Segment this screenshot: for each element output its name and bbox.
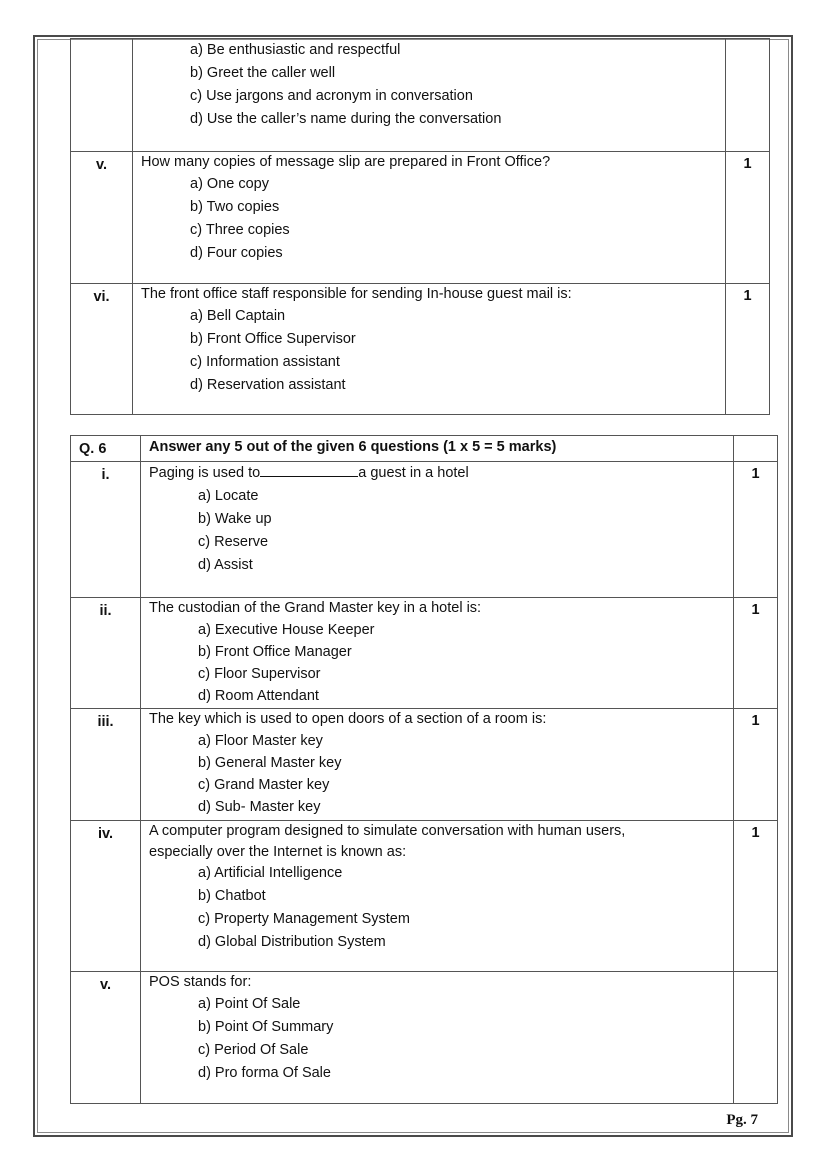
question-row — [71, 972, 778, 1104]
marks-cell: 1 — [734, 462, 778, 598]
answer-blank — [260, 462, 358, 477]
marks-cell — [734, 436, 778, 462]
question-cell — [141, 821, 734, 972]
question-cell — [133, 152, 726, 284]
option: d) Sub- Master key — [198, 799, 321, 815]
option: c) Period Of Sale — [198, 1042, 309, 1058]
marks-cell: 1 — [726, 152, 770, 284]
question-number: i. — [71, 462, 141, 598]
question-text: The front office staff responsible for sending In-house guest mail is: — [141, 286, 572, 302]
option: b) Point Of Summary — [198, 1019, 334, 1035]
question-number: vi. — [71, 284, 133, 415]
option: b) Wake up — [198, 511, 272, 527]
question-text — [149, 462, 729, 485]
marks-cell: 1 — [734, 709, 778, 821]
section-number: Q. 6 — [71, 436, 141, 462]
question-cell — [141, 598, 734, 709]
option: c) Grand Master key — [198, 777, 330, 793]
question-row — [71, 598, 778, 709]
question-number: v. — [71, 972, 141, 1104]
question-cell — [141, 709, 734, 821]
option: a) Bell Captain — [190, 308, 286, 324]
option: c) Reserve — [198, 534, 269, 550]
option: a) Be enthusiastic and respectful — [190, 42, 401, 58]
question-text-part: a guest in a hotel — [358, 465, 469, 481]
option: c) Use jargons and acronym in conversation — [190, 88, 473, 104]
question-row — [71, 284, 770, 415]
questions-table-q6 — [70, 435, 778, 1104]
option: b) General Master key — [198, 755, 342, 771]
option: b) Front Office Manager — [198, 644, 352, 660]
option: b) Chatbot — [198, 888, 266, 904]
option: a) Executive House Keeper — [198, 622, 375, 638]
questions-table-continued — [70, 38, 770, 415]
option: a) Point Of Sale — [198, 996, 301, 1012]
option: c) Three copies — [190, 222, 290, 238]
question-cell — [141, 462, 734, 598]
page-number: Pg. 7 — [726, 1112, 758, 1128]
question-cell — [133, 284, 726, 415]
option: a) Floor Master key — [198, 733, 323, 749]
marks-cell — [734, 972, 778, 1104]
question-row — [71, 821, 778, 972]
option: d) Global Distribution System — [198, 934, 386, 950]
question-row-continued — [71, 39, 770, 152]
marks-cell: 1 — [734, 598, 778, 709]
option: d) Use the caller’s name during the conversation — [190, 111, 502, 127]
option: c) Floor Supervisor — [198, 666, 321, 682]
question-number: v. — [71, 152, 133, 284]
option: d) Room Attendant — [198, 688, 319, 704]
option: a) Locate — [198, 488, 259, 504]
question-text: The custodian of the Grand Master key in a hotel is: — [149, 600, 482, 616]
question-text: A computer program designed to simulate conversation with human users, — [149, 823, 626, 839]
option: d) Assist — [198, 557, 253, 573]
question-row — [71, 462, 778, 598]
option: b) Greet the caller well — [190, 65, 336, 81]
question-text: The key which is used to open doors of a section of a room is: — [149, 711, 547, 727]
option: a) One copy — [190, 176, 269, 192]
question-number: ii. — [71, 598, 141, 709]
question-number — [71, 39, 133, 152]
question-cell — [133, 39, 726, 152]
question-number: iv. — [71, 821, 141, 972]
question-text: How many copies of message slip are prepared in Front Office? — [141, 154, 551, 170]
question-text: POS stands for: — [149, 974, 252, 990]
question-row — [71, 709, 778, 821]
option: a) Artificial Intelligence — [198, 865, 343, 881]
marks-cell: 1 — [734, 821, 778, 972]
option: c) Information assistant — [190, 354, 340, 370]
question-row — [71, 152, 770, 284]
option: d) Pro forma Of Sale — [198, 1065, 331, 1081]
question-text-line2: especially over the Internet is known as: — [149, 844, 407, 860]
option: b) Front Office Supervisor — [190, 331, 356, 347]
question-cell — [141, 972, 734, 1104]
question-text-part: Paging is used to — [149, 465, 261, 481]
option: d) Reservation assistant — [190, 377, 346, 393]
section-header-row — [71, 436, 778, 462]
question-number: iii. — [71, 709, 141, 821]
section-title: Answer any 5 out of the given 6 questions (1 x 5 = 5 marks) — [141, 436, 734, 462]
option: d) Four copies — [190, 245, 283, 261]
option: b) Two copies — [190, 199, 280, 215]
marks-cell — [726, 39, 770, 152]
marks-cell: 1 — [726, 284, 770, 415]
option: c) Property Management System — [198, 911, 410, 927]
